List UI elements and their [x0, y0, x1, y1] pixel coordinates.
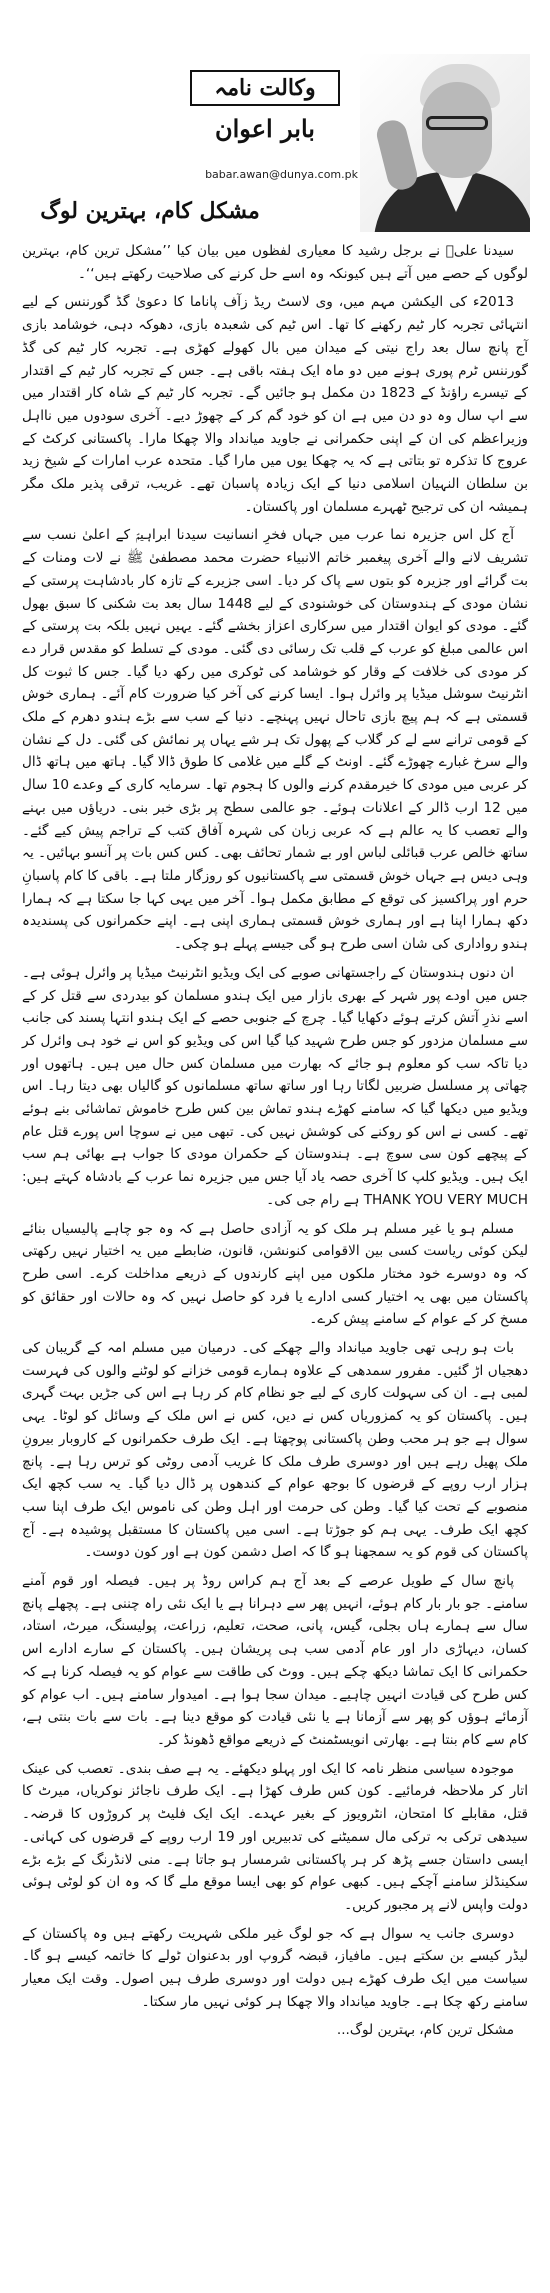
paragraph-8: موجودہ سیاسی منظر نامہ کا ایک اور پہلو دیکھئے۔ یہ ہے صف بندی۔ تعصب کی عینک اتار کر ملاحظہ فرمائیے۔ کون کس طرف کھڑا ہے۔ ایک طرف ناجائز نوکریاں، میرٹ کا قتل، مقابلے کا امتحان، انٹرویوز کے بغیر عہدے۔ ایک ایک فلیٹ پر کروڑوں کا قرضہ۔ سیدھی ترکی بہ ترکی مال سمیٹنے کی تدبیریں اور 19 ارب روپے کے قرضوں کی کہانی۔ ایسی داستان جسے پڑھ کر ہر پاکستانی شرمسار ہو جاتا ہے۔ منی لانڈرنگ کے بڑے بڑے سکینڈلز سامنے آچکے ہیں۔ کبھی عوام کو بھی ایسا موقع ملے گا کہ وہ ان کو لوٹی ہوئی دولت واپس لانے پر مجبور کریں۔: [22, 1760, 528, 1913]
paragraph-4: ان دنوں ہندوستان کے راجستھانی صوبے کی ایک ویڈیو انٹرنیٹ میڈیا پر وائرل ہوئی ہے۔ جس میں اودے پور شہر کے بھری بازار میں ایک ہندو مسلمان کو بیدردی سے قتل کر کے اسے نذرِ آتش کرتے ہوئے دکھایا گیا۔ چرچ کے جنوبی حصے کے ایک ہندو انتہا پسند کی جانب سے مسلمان مزدور کو جس طرح شہید کیا گیا اس کی ویڈیو کو اس نے خود ہی وائرل کر دیا تاکہ سب کو معلوم ہو جائے کہ بھارت میں مسلمان کس حال میں ہیں۔ ہاتھوں اور چھاتی پر مسلسل ضربیں لگاتا رہا اور ساتھ ساتھ مسلمانوں کو گالیاں بھی دیتا رہا۔ اس ویڈیو میں دیکھا گیا کہ سامنے کھڑے ہندو تماش بین کس طرح خاموش تماشائی بنے ہوئے تھے۔ کسی نے اس کو روکنے کی کوشش نہیں کی۔ تبھی میں نے سوچا اس پورے قتل عام کے پیچھے کون سی سوچ ہے۔ ہندوستان کے حکمران مودی کا جواب ہے بھائی ہم سب ایک ہیں۔ ویڈیو کلپ کا آخری حصہ یاد آیا جس میں جزیرہ نما عرب کے بادشاہ کہتے ہیں: THANK YOU VERY MUCH ہے رام جی کی۔: [22, 964, 528, 1208]
author-photo: [360, 54, 530, 232]
paragraph-9: دوسری جانب یہ سوال ہے کہ جو لوگ غیر ملکی شہریت رکھتے ہیں وہ پاکستان کے لیڈر کیسے بن سکتے ہیں۔ مافیاز، قبضہ گروپ اور بدعنوان ٹولے کا خاتمہ کیسے ہو گا۔ سیاست میں ایک طرف کھڑے ہیں دولت اور دوسری طرف ہیں اصول۔ وقت ایک معیار سامنے رکھ چکا ہے۔ جاوید میانداد والا چھکا ہر کوئی نہیں مار سکتا۔: [22, 1925, 528, 2010]
column-title: مشکل کام، بہترین لوگ: [40, 198, 260, 224]
closing-line: مشکل ترین کام، بہترین لوگ...: [336, 2022, 514, 2039]
paragraph-3: آج کل اس جزیرہ نما عرب میں جہاں فخرِ انسانیت سیدنا ابراہیمؑ کے اعلیٰ نسب سے تشریف لانے والے آخری پیغمبر خاتم الانبیاء حضرت محمد مصطفیٰ ﷺ نے لات ومنات کے بت گرائے اور جزیرہ کو بتوں سے پاک کر دیا۔ اسی جزیرے کے تازہ کار بادشاہت پرستی کے نشان مودی کے ہندوستان کی خوشنودی کے لیے 1448 سال بعد بت شکنی کا سبق بھول گئے۔ مودی کو ایوان اقتدار میں سرکاری اعزاز بخشے گئے۔ یہیں نہیں بلکہ بت پرستی کے اس عالمی مبلغ کو عرب کے قلب تک رسائی دی گئی۔ مودی کے تسلط کو مقدس قرار دے کر مودی کی خلافت کے وقار کو خوشامد کی ٹوکری میں رکھ دیا گیا۔ جس کا ثبوت کل انٹرنیٹ سوشل میڈیا پر وائرل ہوا۔ ایسا کرنے کی آخر کیا ضرورت کام آئے۔ ہماری خوش قسمتی ہے کہ ہم پیچ بازی تاحال نہیں پہنچے۔ دنیا کے سب سے بڑے ہندو دھرم کے ملک کے قومی ترانے سے لے کر گلاب کے پھول تک ہر شے یہاں پر نمائش کی گئی۔ دل کے نشان والے سرخ غبارے چھوڑے گئے۔ اونٹ کے گلے میں غلامی کا طوق ڈالا گیا۔ ہاتھ میں ہاتھ ڈال کر عربی میں مودی کا خیرمقدم کرنے والوں کا ہجوم تھا۔ سرمایہ کاری کے وعدے 10 سال میں 12 ارب ڈالر کے اعلانات ہوئے۔ جو عالمی سطح پر بڑی خبر بنی۔ دریاؤں میں بہنے والے تعصب کا یہ عالم ہے کہ عربی زبان کی شہرہ آفاق کتب کے تراجم پیش کیے گئے۔ ساتھ خالص عرب قبائلی لباس اور بے شمار تحائف بھی۔ کس کس بات پر آنسو بہائیں۔ یہ وہی دیس ہے جہاں خوش قسمتی سے پاکستانیوں کو روزگار ملتا ہے۔ باقی کا کام پاسبانِ حرم اور پراکسیز کی توقع کے مطابق مکمل ہوا۔ آخر میں یہی کہا جا سکتا ہے کہ ہمارا دکھ ہمارا اپنا ہے اور ہماری خوش قسمتی ہماری اپنی ہے۔ اپنے حکمرانوں کی پسندیدہ ہندو رواداری کی شان اسی طرح ہو گی جیسے پہلے ہو چکی۔: [22, 527, 529, 953]
paragraph-1: سیدنا علیؓ نے برجل رشید کا معیاری لفظوں میں بیان کیا ’’مشکل ترین کام، بہترین لوگوں کے حصے میں آتے ہیں کیونکہ وہ اسے حل کرنے کی صلاحیت رکھتے ہیں‘‘۔: [22, 243, 528, 282]
paragraph-5: مسلم ہو یا غیر مسلم ہر ملک کو یہ آزادی حاصل ہے کہ وہ جو چاہے پالیسیاں بنائے لیکن کوئی ریاست کسی بین الاقوامی کنونشن، قانون، ضابطے میں یہ اختیار نہیں رکھتی کہ وہ دوسرے خود مختار ملکوں میں اپنے کارندوں کے ذریعے مداخلت کرے۔ اسی طرح پاکستان میں بھی یہ اختیار کسی ادارے یا فرد کو حاصل نہیں کہ وہ حالات اور حقائق کو مسخ کر کے عوام کے سامنے پیش کرے۔: [22, 1220, 528, 1328]
author-email[interactable]: babar.awan@dunya.com.pk: [205, 168, 358, 181]
column-logo: وکالت نامہ: [190, 70, 340, 106]
author-name: بابر اعوان: [215, 114, 315, 143]
paragraph-2: 2013ء کی الیکشن مہم میں، وی لاسٹ ریڈ زآف پاناما کا دعویٰ گڈ گورننس کے لیے انتہائی تجربہ کار ٹیم رکھنے کا تھا۔ اس ٹیم کی شعبدہ بازی، دھوکہ دہی، خوشامد بازی آج پانچ سال بعد راج نیتی کے میدان میں بال کھولے کھڑی ہے۔ تجربہ کار ٹیم کی گڈ گورننس ٹرم پوری ہونے میں دو ماہ ایک ہفتہ باقی ہے۔ جس کے تجربہ کار ٹیم کے اقتدار کے تیسرے راؤنڈ کے 1823 دن مکمل ہو جائیں گے۔ تجربہ کار ٹیم کے شاہ کار اقتدار میں سے اپ سال وہ دو دن میں ہے ان کو خود گم کر کے چھوڑ دیے۔ آخری سودوں میں نااہل وزیراعظم کی ان کے اپنی حکمرانی نے جاوید میانداد والا چھکا مارا۔ پاکستانی کرکٹ کے عروج کا تذکرہ تو بتاتی ہے کہ یہ چھکا یوں میں مارا گیا۔ متحدہ عرب امارات کے شیخ زید بن سلطان النہیان اسلامی دنیا کے ایک زیادہ پاسبان تھے۔ غریب، ترقی پذیر ملک مگر ہمیشہ ان کی ترجیح ٹھہرے مسلمان اور پاکستان۔: [22, 294, 529, 515]
column-header: [0, 50, 550, 225]
paragraph-6: بات ہو رہی تھی جاوید میانداد والے چھکے کی۔ درمیان میں مسلم امہ کے گریبان کی دھجیاں اڑ گئیں۔ مفرور سمدھی کے علاوہ ہمارے قومی خزانے کو لوٹنے والوں کی فہرست لمبی ہے۔ ان کی سہولت کاری کے لیے جو نظام کام کر رہا ہے اس کی جڑیں بہت گہری ہیں۔ پاکستان کو یہ کمزوریاں کس نے دیں، کس نے اس ملک کے وسائل کو لوٹا۔ یہی سوال ہے جو ہر محب وطن پاکستانی پوچھتا ہے۔ ایک طرف حکمرانوں کے کاروبار بیرونِ ملک پھیل رہے ہیں اور دوسری طرف ملک کا غریب آدمی روٹی کو ترس رہا ہے۔ پانچ ہزار ارب روپے کے قرضوں کا بوجھ عوام کے کندھوں پر ڈال دیا گیا۔ یہ سب کچھ ایک منصوبے کے تحت کیا گیا۔ وطن کی حرمت اور اہل وطن کی ناموس ایک طرف اپنا سب کچھ ایک طرف۔ یہی ہم کو جوڑتا ہے۔ اسی میں پاکستان کا مستقبل پوشیدہ ہے۔ آج پاکستان کی قوم کو یہ سمجھنا ہو گا کہ اصل دشمن کون ہے اور کون دوست۔: [22, 1340, 528, 1561]
article-body: [22, 240, 528, 2048]
paragraph-7: پانچ سال کے طویل عرصے کے بعد آج ہم کراس روڈ پر ہیں۔ فیصلہ اور قوم آمنے سامنے۔ جو بار بار کام ہوئے، انہیں پھر سے دہرانا ہے یا ایک نئی راہ چننی ہے۔ پچھلے پانچ سال سے ہمارے ہاں بجلی، گیس، پانی، صحت، تعلیم، زراعت، پولیسنگ، میرٹ، استاد، کسان، دیہاڑی دار اور عام آدمی سب ہی پریشان ہیں۔ پاکستان کے سارے ادارے اس حکمرانی کا ایک تماشا دیکھ چکے ہیں۔ ووٹ کی طاقت سے عوام کو یہ فیصلہ کرنا ہے کہ کس طرح کی قیادت انہیں چاہیے۔ میدان سجا ہوا ہے۔ امیدوار سامنے ہیں۔ اب عوام کو آزمائے ہوؤں کو پھر سے آزمانا ہے یا نئی قیادت کو موقع دینا ہے۔ بات سے بات بنتی ہے، کام سے کام بنتا ہے۔ بھارتی انویسٹمنٹ کے ذریعے مواقع ڈھونڈ کر۔: [22, 1573, 528, 1748]
